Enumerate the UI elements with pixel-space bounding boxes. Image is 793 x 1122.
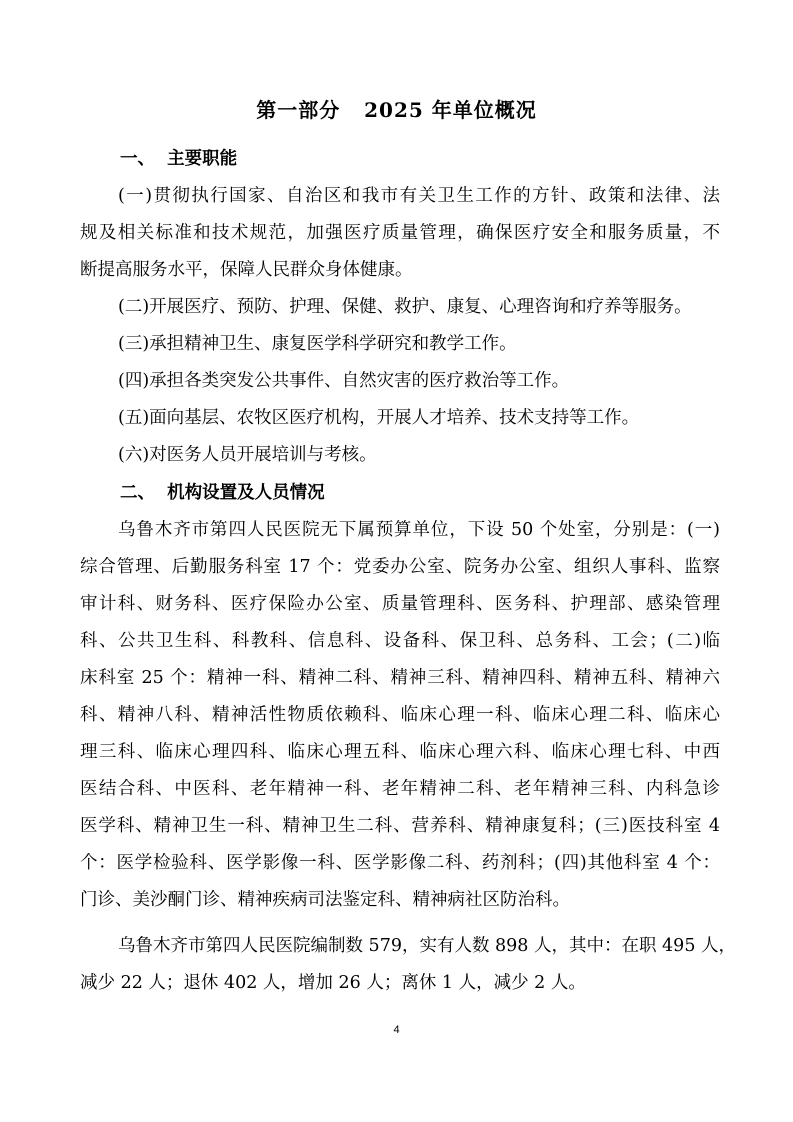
section-heading-functions: 一、 主要职能 [120,149,238,169]
paragraph-line: 理三科、临床心理四科、临床心理五科、临床心理六科、临床心理七科、中西 [80,742,720,762]
page-title: 第一部分 2025 年单位概况 [256,98,537,122]
paragraph-line: (四)承担各类突发公共事件、自然灾害的医疗救治等工作。 [118,371,570,391]
paragraph-line: 乌鲁木齐市第四人民医院编制数 579，实有人数 898 人，其中：在职 495 人， [118,936,737,956]
paragraph-line: 断提高服务水平，保障人民群众身体健康。 [80,260,413,280]
paragraph-line: 医学科、精神卫生一科、精神卫生二科、营养科、精神康复科；(三)医技科室 4 [80,816,720,836]
paragraph-line: 医结合科、中医科、老年精神一科、老年精神二科、老年精神三科、内科急诊 [80,779,720,799]
paragraph-line: 床科室 25 个：精神一科、精神二科、精神三科、精神四科、精神五科、精神六 [80,668,720,688]
paragraph-line: (一)贯彻执行国家、自治区和我市有关卫生工作的方针、政策和法律、法 [118,186,720,206]
page-number: 4 [393,1024,400,1036]
paragraph-line: 个：医学检验科、医学影像一科、医学影像二科、药剂科；(四)其他科室 4 个： [80,853,720,873]
paragraph-line: 审计科、财务科、医疗保险办公室、质量管理科、医务科、护理部、感染管理 [80,594,720,614]
paragraph-line: 科、公共卫生科、科教科、信息科、设备科、保卫科、总务科、工会；(二)临 [80,631,720,651]
paragraph-line: 规及相关标准和技术规范，加强医疗质量管理，确保医疗安全和服务质量，不 [80,223,720,243]
paragraph-line: (六)对医务人员开展培训与考核。 [118,445,377,465]
paragraph-line: 减少 22 人；退休 402 人，增加 26 人；离休 1 人，减少 2 人。 [80,973,586,993]
paragraph-line: (二)开展医疗、预防、护理、保健、救护、康复、心理咨询和疗养等服务。 [118,297,692,317]
paragraph-line: 科、精神八科、精神活性物质依赖科、临床心理一科、临床心理二科、临床心 [80,705,720,725]
paragraph-line: 乌鲁木齐市第四人民医院无下属预算单位，下设 50 个处室，分别是：(一) [118,520,720,540]
paragraph-line: (三)承担精神卫生、康复医学科学研究和教学工作。 [118,334,517,354]
paragraph-line: 综合管理、后勤服务科室 17 个：党委办公室、院务办公室、组织人事科、监察 [80,557,720,577]
paragraph-line: 门诊、美沙酮门诊、精神疾病司法鉴定科、精神病社区防治科。 [80,890,570,910]
section-heading-organization: 二、 机构设置及人员情况 [120,483,325,503]
paragraph-line: (五)面向基层、农牧区医疗机构，开展人才培养、技术支持等工作。 [118,408,640,428]
